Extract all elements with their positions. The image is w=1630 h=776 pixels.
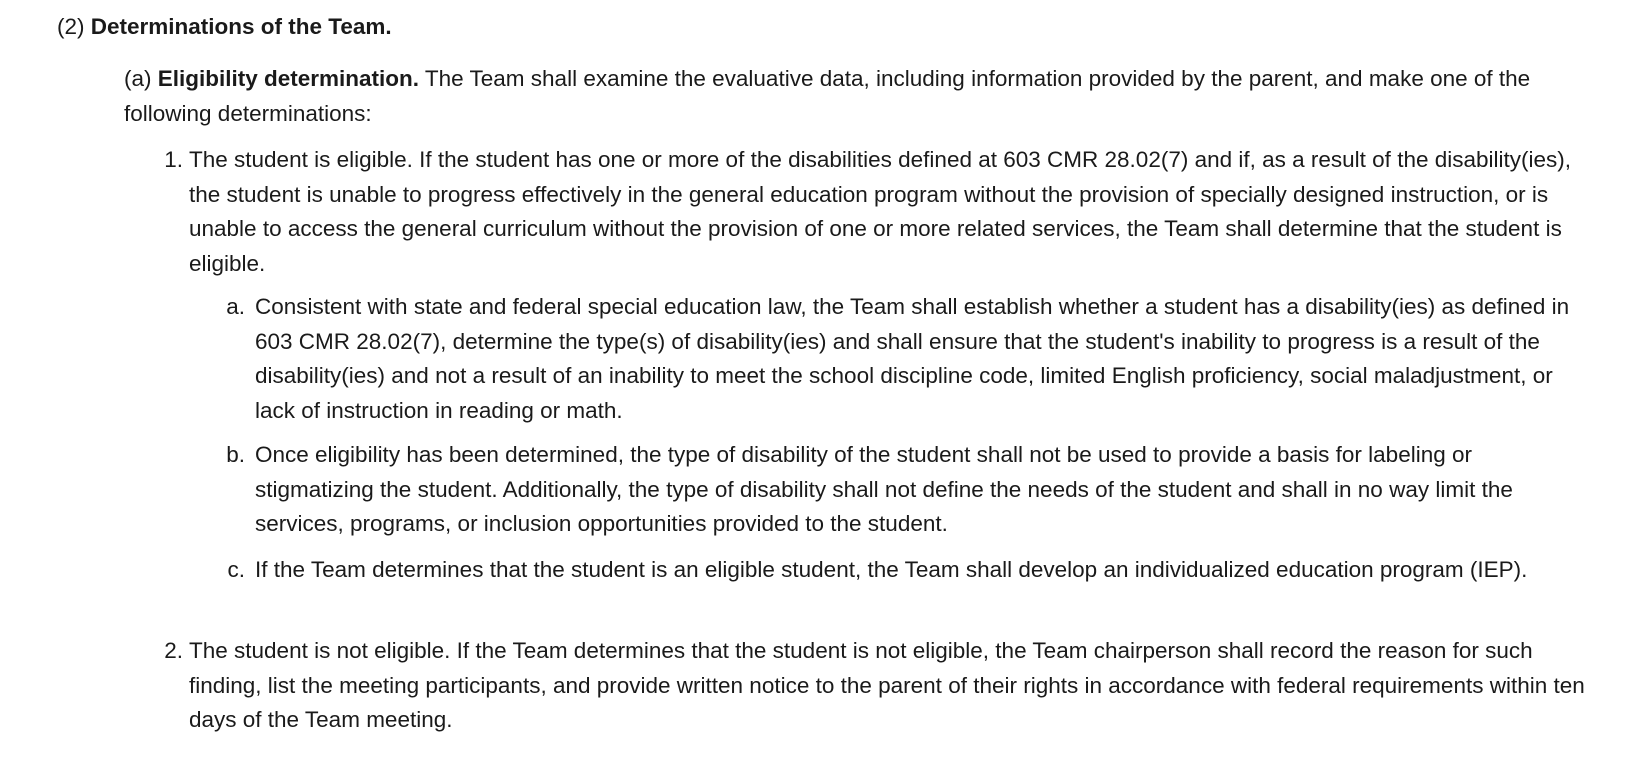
list-item-text: The student is eligible. If the student has one or more of the disabilities defined at 603 CMR 28.02(7) and if, as a result of the disability(ies), the student is unable to progress effectively in the general education program without the provision of specially designed instruction, or is unable to access the general curriculum without the provision of one or more related services, the Team shall determine that the student is eligible. xyxy=(189,147,1572,276)
section-heading xyxy=(57,10,392,45)
sublist-item-b xyxy=(226,438,1595,542)
list-marker: 1. xyxy=(164,147,183,172)
paragraph-a xyxy=(124,62,1564,131)
sublist-item-text: Consistent with state and federal special education law, the Team shall establish whether a student has a disability(ies) as defined in 603 CMR 28.02(7), determine the type(s) of disability(ies) and shall ensure that the student's inability to progress is a result of the disability(ies) and not a result of an inability to meet the school discipline code, limited English proficiency, social maladjustment, or lack of instruction in reading or math. xyxy=(255,294,1570,423)
sublist-item-a xyxy=(226,290,1595,428)
sublist-item-text: If the Team determines that the student is an eligible student, the Team shall develop an individualized education program (IEP). xyxy=(255,557,1528,582)
sublist-marker: a. xyxy=(226,294,245,319)
list-item-1 xyxy=(164,143,1589,281)
section-title: Determinations of the Team. xyxy=(90,14,392,39)
sublist-marker: c. xyxy=(227,557,245,582)
paragraph-a-label: (a) xyxy=(124,66,152,91)
sublist-item-text: Once eligibility has been determined, the type of disability of the student shall not be used to provide a basis for labeling or stigmatizing the student. Additionally, the type of disability shall not define the needs of the student and shall in no way limit the services, programs, or inclusion opportunities provided to the student. xyxy=(255,442,1513,536)
section-number: (2) xyxy=(57,14,85,39)
paragraph-a-text: The Team shall examine the evaluative data, including information provided by the parent, and make one of the following determinations: xyxy=(124,66,1531,126)
sublist-item-c xyxy=(227,553,1595,588)
paragraph-a-title: Eligibility determination. xyxy=(157,66,420,91)
list-item-2 xyxy=(164,634,1589,738)
list-marker: 2. xyxy=(164,638,183,663)
sublist-marker: b. xyxy=(226,442,245,467)
list-item-text: The student is not eligible. If the Team determines that the student is not eligible, the Team chairperson shall record the reason for such finding, list the meeting participants, and provide written notice to the parent of their rights in accordance with federal requirements within ten days of the Team meeting. xyxy=(189,638,1585,732)
